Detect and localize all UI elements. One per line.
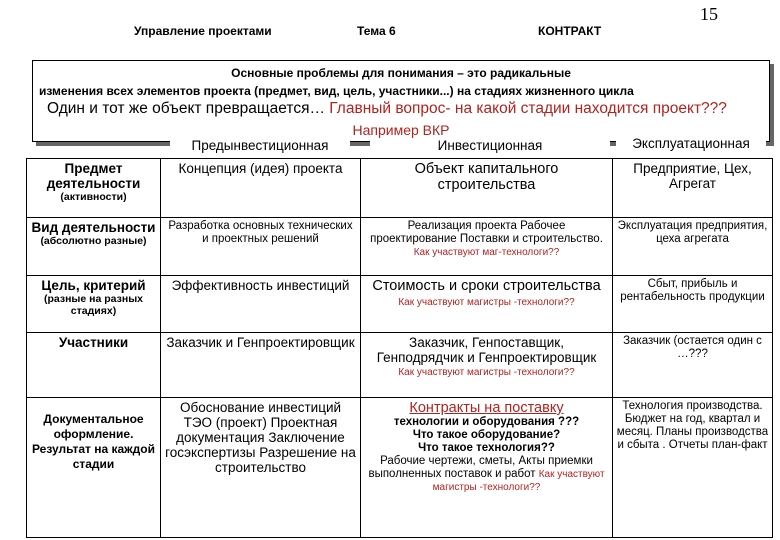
row-sublabel: (разные на разных стадиях) bbox=[43, 293, 143, 317]
contracts-title: Контракты на поставку bbox=[409, 400, 564, 416]
contracts-bold-3: Что такое технология?? bbox=[418, 442, 555, 454]
column-header-inv: Инвестиционная bbox=[370, 138, 610, 154]
column-header-pre: Предынвестиционная bbox=[170, 138, 350, 154]
cell-goal-exp: Сбыт, прибыль и рентабельность продукции bbox=[613, 276, 773, 333]
problem-line-2: изменения всех элементов проекта (предмет, вид, цель, участники...) на стадиях жизненного цикла bbox=[39, 84, 634, 98]
kind-inv-note: Как участвуют маг-технологи?? bbox=[413, 247, 560, 258]
contracts-note: Как участвуют магистры -технологи?? bbox=[432, 469, 605, 493]
cell-parts-exp: Заказчик (остается один с …??? bbox=[613, 333, 773, 398]
contracts-bold-1: технологии и оборудования ??? bbox=[393, 416, 580, 428]
problem-line-3 bbox=[47, 100, 769, 118]
topic-label: Тема 6 bbox=[357, 24, 396, 38]
row-label-subject bbox=[27, 159, 161, 218]
cell-subject-pre: Концепция (идея) проекта bbox=[161, 159, 361, 218]
table-row bbox=[27, 398, 773, 538]
row-label: Цель, критерий bbox=[41, 278, 146, 293]
example-text: Например ВКР bbox=[352, 122, 450, 138]
row-label-docs bbox=[27, 398, 161, 538]
page-number: 15 bbox=[700, 4, 718, 24]
contracts-docs-text bbox=[364, 455, 609, 494]
problem-box bbox=[32, 60, 770, 142]
contracts-docs-list: Рабочие чертежи, сметы, Акты приемки выполненных поставок и работ bbox=[368, 455, 593, 480]
goal-inv-note: Как участвуют магистры -технологи?? bbox=[398, 297, 575, 308]
row-label: Предмет деятельности bbox=[46, 161, 141, 191]
cell-kind-pre: Разработка основных технических и проектных решений bbox=[161, 218, 361, 276]
cell-parts-inv bbox=[361, 333, 613, 398]
object-transforms-text: Один и тот же объект превращается… bbox=[47, 100, 325, 117]
problem-line-1: Основные проблемы для понимания – это радикальные bbox=[231, 66, 571, 80]
row-sublabel: (абсолютно разные) bbox=[40, 235, 147, 247]
table-row bbox=[27, 276, 773, 333]
parts-inv-note: Как участвуют магистры -технологи?? bbox=[398, 367, 575, 378]
table-row bbox=[27, 218, 773, 276]
slide-title: КОНТРАКТ bbox=[538, 24, 602, 38]
row-label: Участники bbox=[58, 335, 129, 350]
cell-docs-exp: Технология производства. Бюджет на год, квартал и месяц. Планы производства и сбыта . Отчеты план-факт bbox=[613, 398, 773, 538]
table-row bbox=[27, 333, 773, 398]
cell-kind-exp: Эксплуатация предприятия, цеха агрегата bbox=[613, 218, 773, 276]
cell-subject-inv: Объект капитального строительства bbox=[361, 159, 613, 218]
parts-inv-text: Заказчик, Генпоставщик, Генподрядчик и Генпроектировщик bbox=[376, 335, 597, 365]
row-label: Документальное оформление. Результат на каждой стадии bbox=[31, 412, 156, 471]
row-label-parts bbox=[27, 333, 161, 398]
cell-parts-pre: Заказчик и Генпроектировщик bbox=[161, 333, 361, 398]
cell-goal-inv bbox=[361, 276, 613, 333]
row-sublabel: (активности) bbox=[60, 191, 127, 203]
kind-inv-text: Реализация проекта Рабочее проектирование Поставки и строительство. bbox=[370, 220, 603, 245]
cell-docs-pre: Обоснование инвестиций ТЭО (проект) Проектная документация Заключение госэкспертизы Разрешение на строительство bbox=[161, 398, 361, 538]
cell-kind-inv bbox=[361, 218, 613, 276]
column-header-exp: Эксплуатационная bbox=[616, 136, 766, 152]
contracts-bold-2: Что такое оборудование? bbox=[412, 429, 561, 441]
table-row bbox=[27, 159, 773, 218]
cell-goal-pre: Эффективность инвестиций bbox=[161, 276, 361, 333]
course-title: Управление проектами bbox=[134, 24, 272, 38]
row-label: Вид деятельности bbox=[31, 220, 156, 235]
cell-subject-exp: Предприятие, Цех, Агрегат bbox=[613, 159, 773, 218]
cell-docs-inv bbox=[361, 398, 613, 538]
row-label-kind bbox=[27, 218, 161, 276]
lifecycle-table bbox=[26, 158, 773, 538]
goal-inv-text: Стоимость и сроки строительства bbox=[372, 278, 601, 294]
row-label-goal bbox=[27, 276, 161, 333]
main-question-text: Главный вопрос- на какой стадии находится проект??? bbox=[324, 100, 727, 117]
